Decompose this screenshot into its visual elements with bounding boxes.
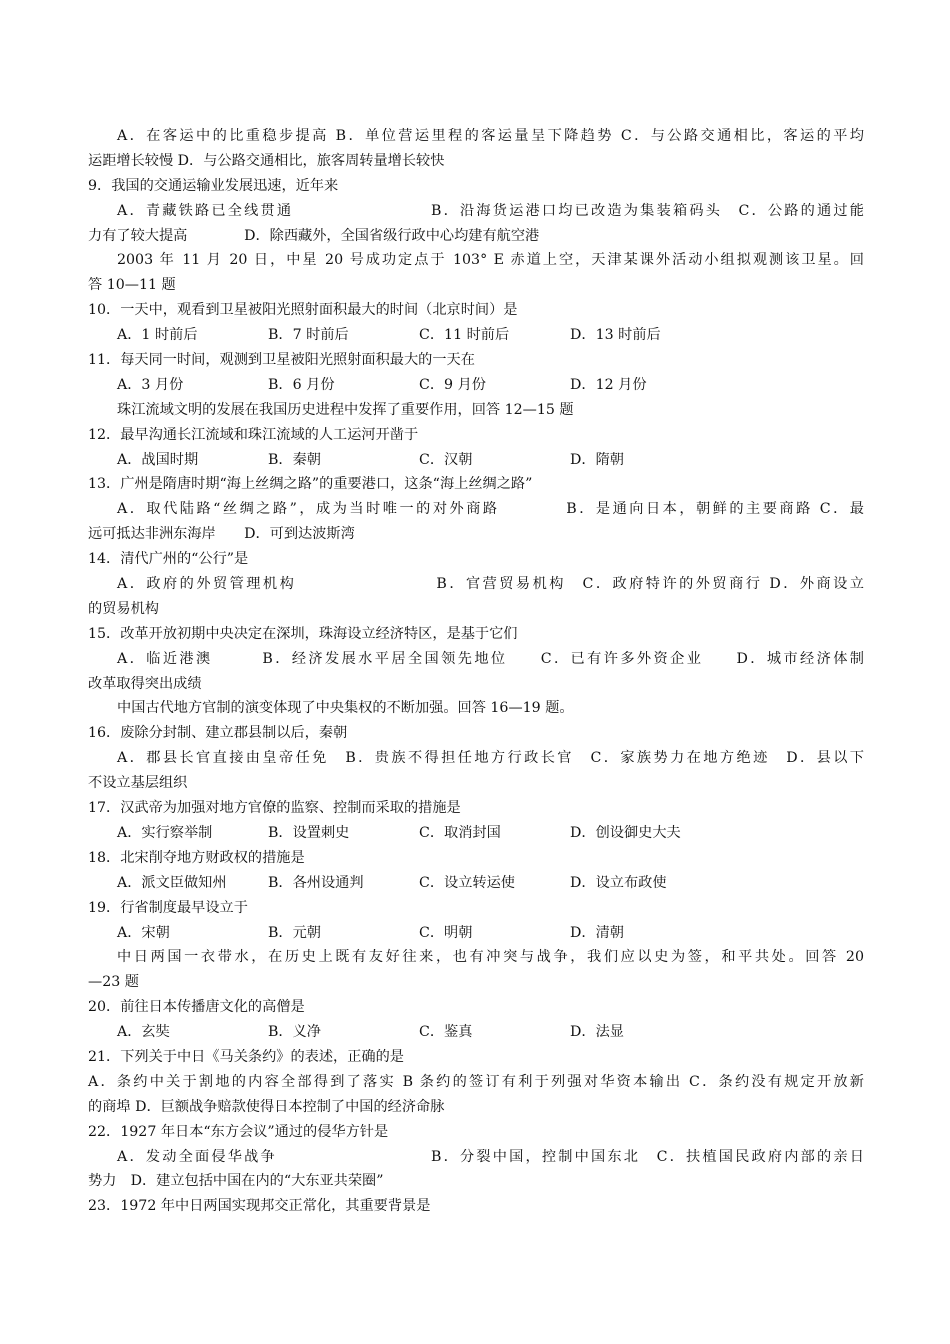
text-line: 17．汉武帝为加强对地方官僚的监察、控制而采取的措施是 [88,800,461,817]
answer-options-row [88,921,864,946]
text-line: 2003 年 11 月 20 日，中星 20 号成功定点于 103° E 赤道上空，天津某课外活动小组拟观测该卫星。回 [117,252,864,269]
text-line: 的贸易机构 [88,600,159,617]
answer-option: A．实行察举制 [117,824,213,841]
answer-option: C．9 月份 [419,376,486,393]
answer-option: D．12 月份 [570,376,647,393]
text-line: A．临近港澳 B．经济发展水平居全国领先地位 C．已有许多外资企业 D．城市经济体制 [117,650,864,667]
text-line: 11．每天同一时间，观测到卫星被阳光照射面积最大的一天在 [88,352,475,369]
answer-option: C．汉朝 [419,451,473,468]
text-line: 16．废除分封制、建立郡县制以后，秦朝 [88,725,348,742]
text-line: 中国古代地方官制的演变体现了中央集权的不断加强。回答 16—19 题。 [117,700,574,717]
text-line: A．在客运中的比重稳步提高 B．单位营运里程的客运量呈下降趋势 C．与公路交通相比，客运的平均 [117,128,864,144]
text-line: A．郡县长官直接由皇帝任免 B．贵族不得担任地方行政长官 C．家族势力在地方绝迹 D．县以下 [117,750,864,767]
answer-option: B．7 时前后 [268,327,349,344]
text-line: 的商埠 D．巨额战争赔款使得日本控制了中国的经济命脉 [88,1098,445,1115]
answer-options-row [88,821,864,846]
answer-option: B．义净 [268,1024,321,1041]
text-line: 力有了较大提高 D．除西藏外，全国省级行政中心均建有航空港 [88,227,540,244]
text-line: 23．1972 年中日两国实现邦交正常化，其重要背景是 [88,1198,431,1215]
text-line: 答 10—11 题 [88,277,176,294]
answer-option: B．设置刺史 [268,824,350,841]
text-line: 12．最早沟通长江流域和珠江流域的人工运河开凿于 [88,426,419,443]
answer-option: D．隋朝 [570,451,624,468]
text-line: 22．1927 年日本“东方会议”通过的侵华方针是 [88,1123,389,1140]
text-line: 势力 D．建立包括中国在内的“大东亚共荣圈” [88,1173,384,1190]
text-line: 不设立基层组织 [88,775,188,792]
text-line: 中日两国一衣带水，在历史上既有友好往来，也有冲突与战争，我们应以史为签，和平共处。回答 20 [117,949,864,966]
text-line: 远可抵达非洲东海岸 D．可到达波斯湾 [88,526,355,543]
answer-options-row [88,871,864,896]
answer-option: D．清朝 [570,924,624,941]
text-line: A．发动全面侵华战争 B．分裂中国，控制中国东北 C．扶植国民政府内部的亲日 [117,1148,864,1165]
answer-option: A．宋朝 [117,924,170,941]
answer-option: D．13 时前后 [570,327,661,344]
text-line: 10．一天中，观看到卫星被阳光照射面积最大的时间（北京时间）是 [88,302,518,319]
text-line: 运距增长较慢 D．与公路交通相比，旅客周转量增长较快 [88,152,445,169]
answer-option: A．玄奘 [117,1024,170,1041]
text-line: 20．前往日本传播唐文化的高僧是 [88,999,305,1016]
answer-option: C．设立转运使 [419,874,515,891]
answer-option: D．设立布政使 [570,874,667,891]
text-line: 21．下列关于中日《马关条约》的表述，正确的是 [88,1048,404,1065]
text-line: 13．广州是隋唐时期“海上丝绸之路”的重要港口，这条“海上丝绸之路” [88,476,533,493]
text-line: 15．改革开放初期中央决定在深圳，珠海设立经济特区，是基于它们 [88,625,518,642]
text-line: 14．清代广州的“公行”是 [88,551,249,568]
answer-option: B．各州设通判 [268,874,364,891]
answer-option: B．6 月份 [268,376,335,393]
answer-options-row [88,448,864,473]
answer-options-row [88,1020,864,1045]
text-line: 19．行省制度最早设立于 [88,899,248,916]
answer-option: D．创设御史大夫 [570,824,681,841]
answer-options-row [88,323,864,348]
answer-option: C．11 时前后 [419,327,510,344]
text-line: 9．我国的交通运输业发展迅速，近年来 [88,177,339,194]
text-line: A．取代陆路“丝绸之路”，成为当时唯一的对外商路 B．是通向日本，朝鲜的主要商路 C．最 [117,501,864,518]
text-line: 改革取得突出成绩 [88,675,202,692]
answer-option: C．明朝 [419,924,473,941]
answer-option: C．鉴真 [419,1024,473,1041]
answer-option: B．秦朝 [268,451,321,468]
answer-option: A．3 月份 [117,376,184,393]
answer-option: A．战国时期 [117,451,199,468]
answer-option: C．取消封国 [419,824,501,841]
text-line: 珠江流域文明的发展在我国历史进程中发挥了重要作用，回答 12—15 题 [117,401,574,418]
answer-options-row [88,373,864,398]
text-line: A．青藏铁路已全线贯通 B．沿海货运港口均已改造为集装箱码头 C．公路的通过能 [117,202,864,219]
answer-option: D．法显 [570,1024,624,1041]
text-line: A．条约中关于割地的内容全部得到了落实 B 条约的签订有利于列强对华资本输出 C．条约没有规定开放新 [88,1073,864,1090]
answer-option: A．1 时前后 [117,327,198,344]
exam-page [88,124,864,1219]
text-line: —23 题 [88,974,139,991]
text-line: A．政府的外贸管理机构 B．官营贸易机构 C．政府特许的外贸商行 D．外商设立 [117,576,864,593]
answer-option: B．元朝 [268,924,321,941]
text-line: 18．北宋削夺地方财政权的措施是 [88,849,305,866]
answer-option: A．派文臣做知州 [117,874,227,891]
